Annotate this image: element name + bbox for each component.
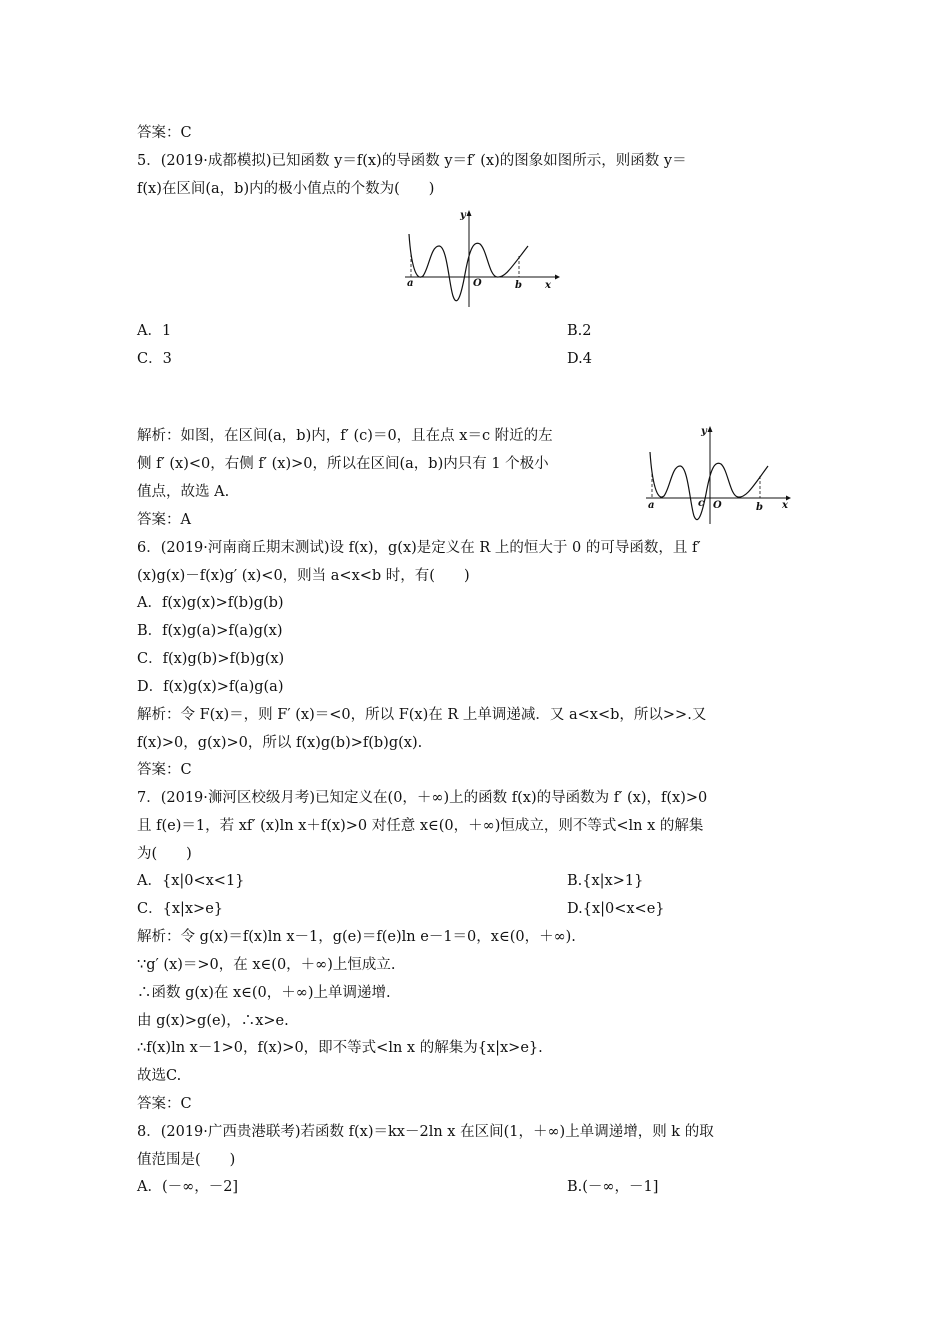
q7-stem-line2: 且 f(e)＝1，若 xf′ (x)ln x＋f(x)>0 对任意 x∈(0，＋∞)恒成立，则不等式<ln x 的解集 (137, 818, 704, 834)
y-axis-label: y (701, 426, 707, 437)
q7-stem-line1: 7．(2019·浉河区校级月考)已知定义在(0，＋∞)上的函数 f(x)的导函数为 f′ (x)，f(x)>0 (137, 790, 708, 806)
answer-q6: 答案：C (137, 762, 192, 778)
q6-solution-line2: f(x)>0，g(x)>0，所以 f(x)g(b)>f(b)g(x). (137, 735, 423, 751)
y-axis-arrow-icon (467, 210, 472, 216)
b-label: b (515, 280, 522, 291)
q6-option-d: D．f(x)g(x)>f(a)g(a) (137, 679, 284, 695)
q6-stem-line2: (x)g(x)－f(x)g′ (x)<0，则当 a<x<b 时，有( ) (137, 568, 470, 584)
q8-option-b: B.(－∞，－1] (567, 1179, 659, 1195)
q7-option-a: A．{x|0<x<1} (137, 873, 245, 889)
q6-option-b: B．f(x)g(a)>f(a)g(x) (137, 623, 283, 639)
q5-solution-line1: 解析：如图，在区间(a，b)内，f′ (c)＝0，且在点 x＝c 附近的左 (137, 428, 553, 444)
q5-option-c: C．3 (137, 351, 172, 367)
origin-label: O (713, 500, 722, 511)
q5-derivative-graph (395, 204, 565, 314)
c-label: c (698, 498, 705, 509)
q7-option-c: C．{x|x>e} (137, 901, 224, 917)
q7-solution-line5: ∴f(x)ln x－1>0，f(x)>0，即不等式<ln x 的解集为{x|x>e}. (137, 1040, 543, 1056)
q7-solution-line3: ∴函数 g(x)在 x∈(0，＋∞)上单调递增. (137, 985, 391, 1001)
origin-label: O (473, 278, 482, 289)
q5-stem-line1: 5．(2019·成都模拟)已知函数 y＝f(x)的导函数 y＝f′ (x)的图象如图所示，则函数 y＝ (137, 153, 687, 169)
y-axis-label: y (460, 210, 466, 221)
q6-solution-line1: 解析：令 F(x)＝，则 F′ (x)＝<0，所以 F(x)在 R 上单调递减．又 a<x<b，所以>>.又 (137, 707, 707, 723)
q6-option-a: A．f(x)g(x)>f(b)g(b) (137, 595, 284, 611)
q6-option-c: C．f(x)g(b)>f(b)g(x) (137, 651, 285, 667)
q5-option-b: B.2 (567, 323, 592, 339)
q7-solution-line2: ∵g′ (x)＝>0，在 x∈(0，＋∞)上恒成立. (137, 957, 396, 973)
answer-q4: 答案：C (137, 125, 192, 141)
q5-solution-line2: 侧 f′ (x)<0，右侧 f′ (x)>0，所以在区间(a，b)内只有 1 个极小 (137, 456, 549, 472)
x-axis-label: x (545, 280, 551, 291)
answer-q7: 答案：C (137, 1096, 192, 1112)
q5-option-d: D.4 (567, 351, 592, 367)
q5-option-a: A．1 (137, 323, 172, 339)
q5-solution-graph (640, 420, 800, 530)
q5-stem-line2: f(x)在区间(a，b)内的极小值点的个数为( ) (137, 181, 435, 197)
q7-solution-line6: 故选C. (137, 1068, 182, 1084)
q7-stem-line3: 为( ) (137, 846, 192, 862)
q7-option-d: D.{x|0<x<e} (567, 901, 665, 917)
x-axis-arrow-icon (555, 275, 560, 280)
q7-solution-line4: 由 g(x)>g(e)，∴x>e. (137, 1013, 289, 1029)
x-axis-label: x (782, 500, 788, 511)
q8-option-a: A．(－∞，－2] (137, 1179, 239, 1195)
q6-stem-line1: 6．(2019·河南商丘期末测试)设 f(x)，g(x)是定义在 R 上的恒大于 0 的可导函数，且 f′ (137, 540, 701, 556)
answer-q5: 答案：A (137, 512, 191, 528)
a-label: a (407, 278, 414, 289)
q7-option-b: B.{x|x>1} (567, 873, 644, 889)
q5-solution-line3: 值点，故选 A. (137, 484, 230, 500)
q8-stem-line2: 值范围是( ) (137, 1152, 236, 1168)
b-label: b (756, 502, 763, 513)
derivative-curve (650, 452, 768, 520)
y-axis-arrow-icon (708, 426, 713, 432)
q7-solution-line1: 解析：令 g(x)＝f(x)ln x－1，g(e)＝f(e)ln e－1＝0，x∈(0，＋∞). (137, 929, 576, 945)
q8-stem-line1: 8．(2019·广西贵港联考)若函数 f(x)＝kx－2ln x 在区间(1，＋∞)上单调递增，则 k 的取 (137, 1124, 714, 1140)
a-label: a (648, 500, 655, 511)
